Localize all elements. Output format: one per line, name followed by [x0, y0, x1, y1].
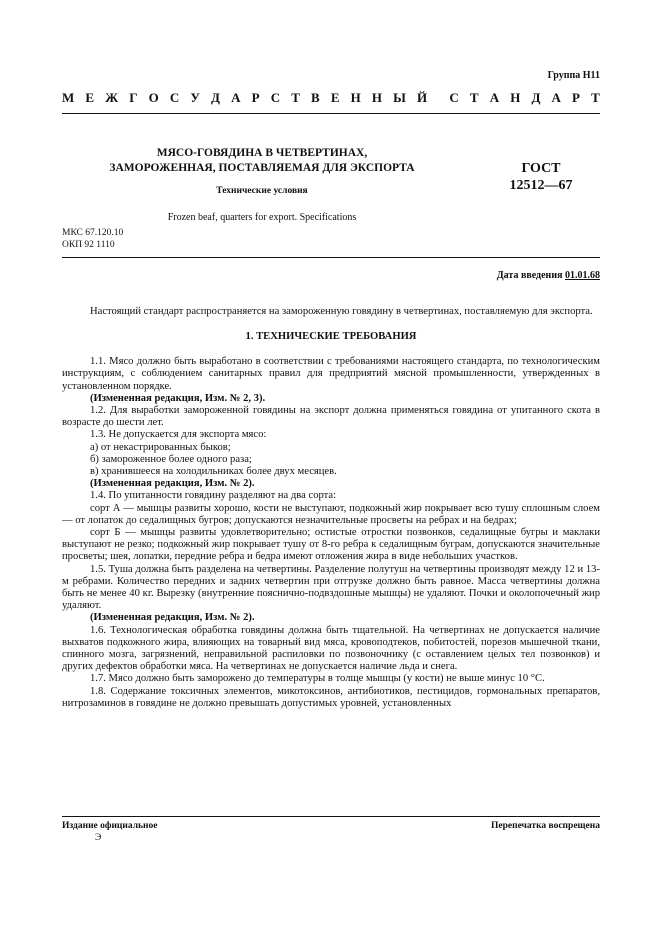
title-line-1: МЯСО-ГОВЯДИНА В ЧЕТВЕРТИНАХ, [156, 147, 368, 159]
english-title: Frozen beaf, quarters for export. Specifications [167, 212, 357, 223]
banner-letter: Р [251, 90, 260, 105]
introduction-date-value: 01.01.68 [565, 270, 600, 281]
gost-code: 12512—67 [509, 178, 573, 193]
scope-paragraph: Настоящий стандарт распространяется на замороженную говядину в четвертинах, поставляемую для экспорта. [90, 306, 593, 317]
clause-1-7: 1.7. Мясо должно быть заморожено до температуры в толще мышцы (у кости) не выше минус 10 °С. [90, 673, 545, 685]
banner-letter: Т [291, 90, 300, 105]
clause-1-3-c: в) хранившееся на холодильниках более двух месяцев. [90, 466, 337, 478]
document-title [72, 146, 452, 176]
title-line-2: ЗАМОРОЖЕННАЯ, ПОСТАВЛЯЕМАЯ ДЛЯ ЭКСПОРТА [109, 162, 415, 174]
banner-letter: А [489, 90, 500, 105]
clause-1-4-grade-b: сорт Б — мышцы развиты удовлетворительно; остистые отростки позвонков, седалищные бугры и маклаки выступают не резко; подкожный жир покрывает тушу от 8-го ребра к седалищным буграм, допускаются значительные просветы; шея, лопатки, передние ребра и бедра имеют отложения жира в виде небольших участков. [62, 527, 600, 563]
introduction-date [380, 270, 600, 281]
section-1-heading: 1. ТЕХНИЧЕСКИЕ ТРЕБОВАНИЯ [245, 331, 417, 343]
banner-letter: Г [129, 90, 138, 105]
banner-letter: Е [85, 90, 95, 105]
banner-letter: У [190, 90, 200, 105]
clause-1-5: 1.5. Туша должна быть разделена на четвертины. Разделение полутуш на четвертины производят между 12 и 13-м ребрами. Количество передних и задних четвертин при отгрузке должно быть равное. Масса четвертины должна быть не менее 40 кг. Вырезку (внутренние пояснично-подвздошные мышцы) не удаляют. Почки и околопочечный жир удаляют. [62, 563, 600, 612]
banner-letter: В [311, 90, 320, 105]
banner-letter: Ж [105, 90, 119, 105]
standard-type-banner [62, 90, 600, 106]
banner-letter: Д [211, 90, 220, 105]
gost-label: ГОСТ [521, 161, 561, 176]
clause-1-3: 1.3. Не допускается для экспорта мясо: [90, 429, 267, 441]
revision-note: (Измененная редакция, Изм. № 2, 3). [90, 392, 266, 404]
footer-rule [62, 816, 600, 817]
banner-letter: Д [531, 90, 541, 105]
banner-letter: Е [330, 90, 340, 105]
revision-note: (Измененная редакция, Изм. № 2). [90, 612, 255, 624]
mks-code: МКС 67.120.10 [62, 228, 124, 238]
clause-1-2: 1.2. Для выработки замороженной говядины на экспорт должна применяться говядина от упитанного скота в возрасте до шести лет. [62, 405, 600, 429]
banner-letter: Т [591, 90, 600, 105]
official-edition-label: Издание официальное [62, 821, 158, 831]
banner-letter: Р [572, 90, 580, 105]
banner-letter: А [231, 90, 241, 105]
banner-letter: Н [350, 90, 361, 105]
banner-letter: С [449, 90, 459, 105]
banner-letter: Ы [393, 90, 406, 105]
gost-number [486, 160, 596, 194]
banner-letter: Т [469, 90, 479, 105]
banner-letter: Й [417, 90, 428, 105]
classification-codes [62, 227, 123, 251]
clause-1-4: 1.4. По упитанности говядину разделяют на два сорта: [90, 490, 337, 502]
clause-1-1: 1.1. Мясо должно быть выработано в соответствии с требованиями настоящего стандарта, по технологическим инструкциям, с соблюдением санитарных правил для предприятий мясной промышленности, утвержденных в установленном порядке. [62, 356, 600, 392]
banner-letter: С [270, 90, 281, 105]
introduction-date-label: Дата введения [496, 270, 563, 281]
document-subtitle: Технические условия [216, 186, 308, 196]
banner-letter: А [551, 90, 561, 105]
clause-1-8: 1.8. Содержание токсичных элементов, микотоксинов, антибиотиков, пестицидов, гормональных препаратов, нитрозаминов в говядине не должно превышать допустимых уровней, установленных [62, 685, 600, 709]
okp-code: ОКП 92 1110 [62, 240, 115, 250]
classification-group: Группа Н11 [547, 70, 600, 81]
reprint-notice: Перепечатка воспрещена [490, 821, 600, 831]
revision-note: (Измененная редакция, Изм. № 2). [90, 478, 255, 490]
title-rule [62, 257, 600, 258]
banner-letter: М [62, 90, 75, 105]
clause-1-6: 1.6. Технологическая обработка говядины должна быть тщательной. На четвертинах не допускается наличие выхватов подкожного жира, влияющих на товарный вид мяса, кровоподтеков, побитостей, порезов мышечной ткани, спинного мозга, загрязнений, неправильной распиловки по позвоночнику (с оставлением целых тел позвонков) и других дефектов обработки мяса. На четвертинах не допускается наличие льда и снега. [62, 624, 600, 673]
edition-mark: Э [95, 833, 102, 843]
clause-1-3-b: б) замороженное более одного раза; [90, 453, 252, 465]
banner-letter: Н [371, 90, 382, 105]
clause-1-3-a: а) от некастрированных быков; [90, 441, 231, 453]
banner-letter: Н [510, 90, 521, 105]
clause-1-4-grade-a: сорт А — мышцы развиты хорошо, кости не выступают, подкожный жир покрывает всю тушу сплошным слоем — от лопаток до седалищных бугров; допускаются незначительные просветы на ребрах и на бедрах; [62, 502, 600, 526]
banner-letter: О [148, 90, 159, 105]
header-rule [62, 113, 600, 114]
banner-letter: С [169, 90, 180, 105]
document-body [62, 306, 600, 710]
